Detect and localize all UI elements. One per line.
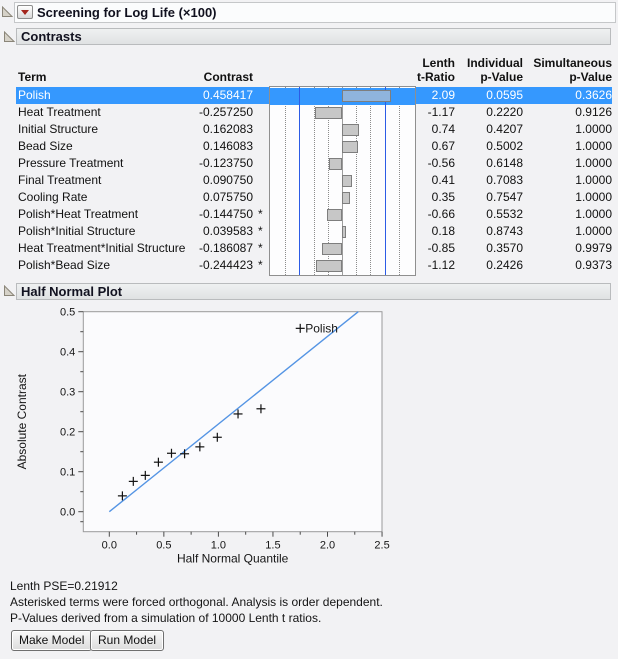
- cell-lenth-t-ratio: -0.66: [427, 207, 455, 221]
- cell-contrast: 0.090750: [202, 173, 253, 187]
- y-axis-tick-label: 0.5: [60, 306, 76, 319]
- col-header-individual-p: p-Value: [480, 70, 523, 84]
- col-header-t-ratio: t-Ratio: [417, 70, 455, 84]
- cell-term: Initial Structure: [18, 122, 99, 136]
- cell-contrast: 0.039583: [202, 224, 253, 238]
- cell-simultaneous-p-value: 0.9979: [575, 241, 612, 255]
- run-model-button[interactable]: Run Model: [90, 630, 164, 651]
- grid-line: [370, 87, 371, 275]
- plot-frame: [83, 312, 382, 532]
- grid-line: [285, 87, 286, 275]
- contrast-bar[interactable]: [316, 260, 342, 272]
- cell-contrast: -0.144750: [198, 207, 253, 221]
- col-header-lenth: Lenth: [422, 56, 455, 70]
- cell-contrast: 0.075750: [202, 190, 253, 204]
- contrast-bar[interactable]: [322, 243, 342, 255]
- cell-term: Polish: [18, 88, 51, 102]
- y-axis-tick-label: 0.2: [60, 426, 76, 439]
- cell-lenth-t-ratio: 0.67: [431, 139, 455, 153]
- contrasts-section-title: Contrasts: [21, 29, 82, 44]
- cell-term: Polish*Heat Treatment: [18, 207, 139, 221]
- cell-lenth-t-ratio: -1.12: [427, 258, 455, 272]
- col-header-individual: Individual: [466, 56, 523, 70]
- contrast-bar[interactable]: [327, 209, 343, 221]
- report-title: Screening for Log Life (×100): [37, 5, 217, 20]
- contrast-bar[interactable]: [342, 192, 350, 204]
- y-axis-tick-label: 0.3: [60, 386, 76, 399]
- cell-individual-p-value: 0.2220: [486, 105, 523, 119]
- orthogonal-note-text: Asterisked terms were forced orthogonal. Analysis is order dependent.: [10, 595, 383, 609]
- cell-simultaneous-p-value: 1.0000: [575, 207, 612, 221]
- cell-simultaneous-p-value: 0.9373: [575, 258, 612, 272]
- cell-contrast: 0.146083: [202, 139, 253, 153]
- col-header-contrast: Contrast: [203, 70, 253, 84]
- x-axis-tick-label: 1.5: [265, 539, 281, 552]
- cell-individual-p-value: 0.3570: [486, 241, 523, 255]
- y-axis-title: Absolute Contrast: [15, 374, 29, 470]
- cell-contrast: -0.123750: [198, 156, 253, 170]
- cell-term: Bead Size: [18, 139, 73, 153]
- half-normal-section-title: Half Normal Plot: [21, 284, 123, 299]
- cell-orthogonal-star: *: [258, 258, 263, 272]
- cell-lenth-t-ratio: 0.18: [431, 224, 455, 238]
- cell-individual-p-value: 0.6148: [486, 156, 523, 170]
- cell-individual-p-value: 0.7083: [486, 173, 523, 187]
- col-header-simultaneous-p: p-Value: [569, 70, 612, 84]
- y-axis-tick-label: 0.1: [60, 466, 76, 479]
- contrast-bar[interactable]: [342, 226, 346, 238]
- pvalue-note-text: P-Values derived from a simulation of 10000 Lenth t ratios.: [10, 611, 322, 625]
- disclosure-triangle-root-icon[interactable]: [2, 6, 13, 17]
- cell-simultaneous-p-value: 1.0000: [575, 122, 612, 136]
- cell-lenth-t-ratio: 0.41: [431, 173, 455, 187]
- disclosure-triangle-half-normal-icon[interactable]: [4, 285, 15, 296]
- cell-contrast: -0.186087: [198, 241, 253, 255]
- cell-individual-p-value: 0.4207: [486, 122, 523, 136]
- cell-simultaneous-p-value: 0.3626: [575, 88, 612, 102]
- contrast-bar[interactable]: [315, 107, 343, 119]
- col-header-simultaneous: Simultaneous: [533, 56, 612, 70]
- cell-individual-p-value: 0.0595: [486, 88, 523, 102]
- cell-term: Polish*Bead Size: [18, 258, 111, 272]
- cell-lenth-t-ratio: 0.35: [431, 190, 455, 204]
- margin-of-error-line: [385, 87, 386, 275]
- contrast-bar-panel: [269, 86, 416, 276]
- red-triangle-icon: [21, 10, 29, 15]
- cell-contrast: -0.244423: [198, 258, 253, 272]
- cell-term: Polish*Initial Structure: [18, 224, 136, 238]
- x-axis-tick-label: 0.0: [101, 539, 117, 552]
- point-label-polish: Polish: [305, 321, 338, 336]
- cell-lenth-t-ratio: 0.74: [431, 122, 455, 136]
- cell-term: Pressure Treatment: [18, 156, 124, 170]
- red-triangle-menu-button[interactable]: [17, 5, 33, 19]
- lenth-pse-text: Lenth PSE=0.21912: [10, 579, 118, 593]
- disclosure-triangle-contrasts-icon[interactable]: [4, 31, 15, 42]
- cell-lenth-t-ratio: -0.56: [427, 156, 455, 170]
- x-axis-title: Half Normal Quantile: [176, 551, 289, 566]
- cell-term: Cooling Rate: [18, 190, 88, 204]
- cell-orthogonal-star: *: [258, 241, 263, 255]
- cell-individual-p-value: 0.2426: [486, 258, 523, 272]
- y-axis-tick-label: 0.4: [60, 346, 76, 359]
- col-header-term: Term: [18, 70, 47, 84]
- cell-term: Final Treatment: [18, 173, 102, 187]
- contrast-bar[interactable]: [342, 124, 359, 136]
- cell-orthogonal-star: *: [258, 224, 263, 238]
- cell-simultaneous-p-value: 1.0000: [575, 173, 612, 187]
- grid-line: [399, 87, 400, 275]
- contrast-bar[interactable]: [342, 141, 358, 153]
- x-axis-tick-label: 2.0: [319, 539, 336, 552]
- cell-simultaneous-p-value: 0.9126: [575, 105, 612, 119]
- contrast-bar[interactable]: [329, 158, 342, 170]
- cell-contrast: -0.257250: [198, 105, 253, 119]
- cell-contrast: 0.162083: [202, 122, 253, 136]
- x-axis-tick-label: 0.5: [156, 539, 172, 552]
- cell-simultaneous-p-value: 1.0000: [575, 156, 612, 170]
- grid-line: [356, 87, 357, 275]
- cell-lenth-t-ratio: -1.17: [427, 105, 455, 119]
- cell-individual-p-value: 0.7547: [486, 190, 523, 204]
- cell-lenth-t-ratio: 2.09: [431, 88, 455, 102]
- cell-term: Heat Treatment: [18, 105, 101, 119]
- margin-of-error-line: [299, 87, 300, 275]
- cell-simultaneous-p-value: 1.0000: [575, 139, 612, 153]
- contrast-bar[interactable]: [342, 90, 391, 102]
- make-model-button[interactable]: Make Model: [11, 630, 92, 651]
- cell-individual-p-value: 0.8743: [486, 224, 523, 238]
- x-axis-tick-label: 2.5: [374, 539, 390, 552]
- contrasts-section-header[interactable]: [16, 28, 611, 45]
- half-normal-section-header[interactable]: [16, 283, 611, 300]
- cell-lenth-t-ratio: -0.85: [427, 241, 455, 255]
- cell-simultaneous-p-value: 1.0000: [575, 190, 612, 204]
- x-axis-tick-label: 1.0: [210, 539, 227, 552]
- cell-contrast: 0.458417: [202, 88, 253, 102]
- cell-individual-p-value: 0.5532: [486, 207, 523, 221]
- cell-individual-p-value: 0.5002: [486, 139, 523, 153]
- cell-orthogonal-star: *: [258, 207, 263, 221]
- report-title-strip: [14, 2, 616, 23]
- half-normal-plot: [0, 303, 618, 575]
- contrast-bar[interactable]: [342, 175, 352, 187]
- cell-term: Heat Treatment*Initial Structure: [18, 241, 186, 255]
- y-axis-tick-label: 0.0: [60, 506, 76, 519]
- cell-simultaneous-p-value: 1.0000: [575, 224, 612, 238]
